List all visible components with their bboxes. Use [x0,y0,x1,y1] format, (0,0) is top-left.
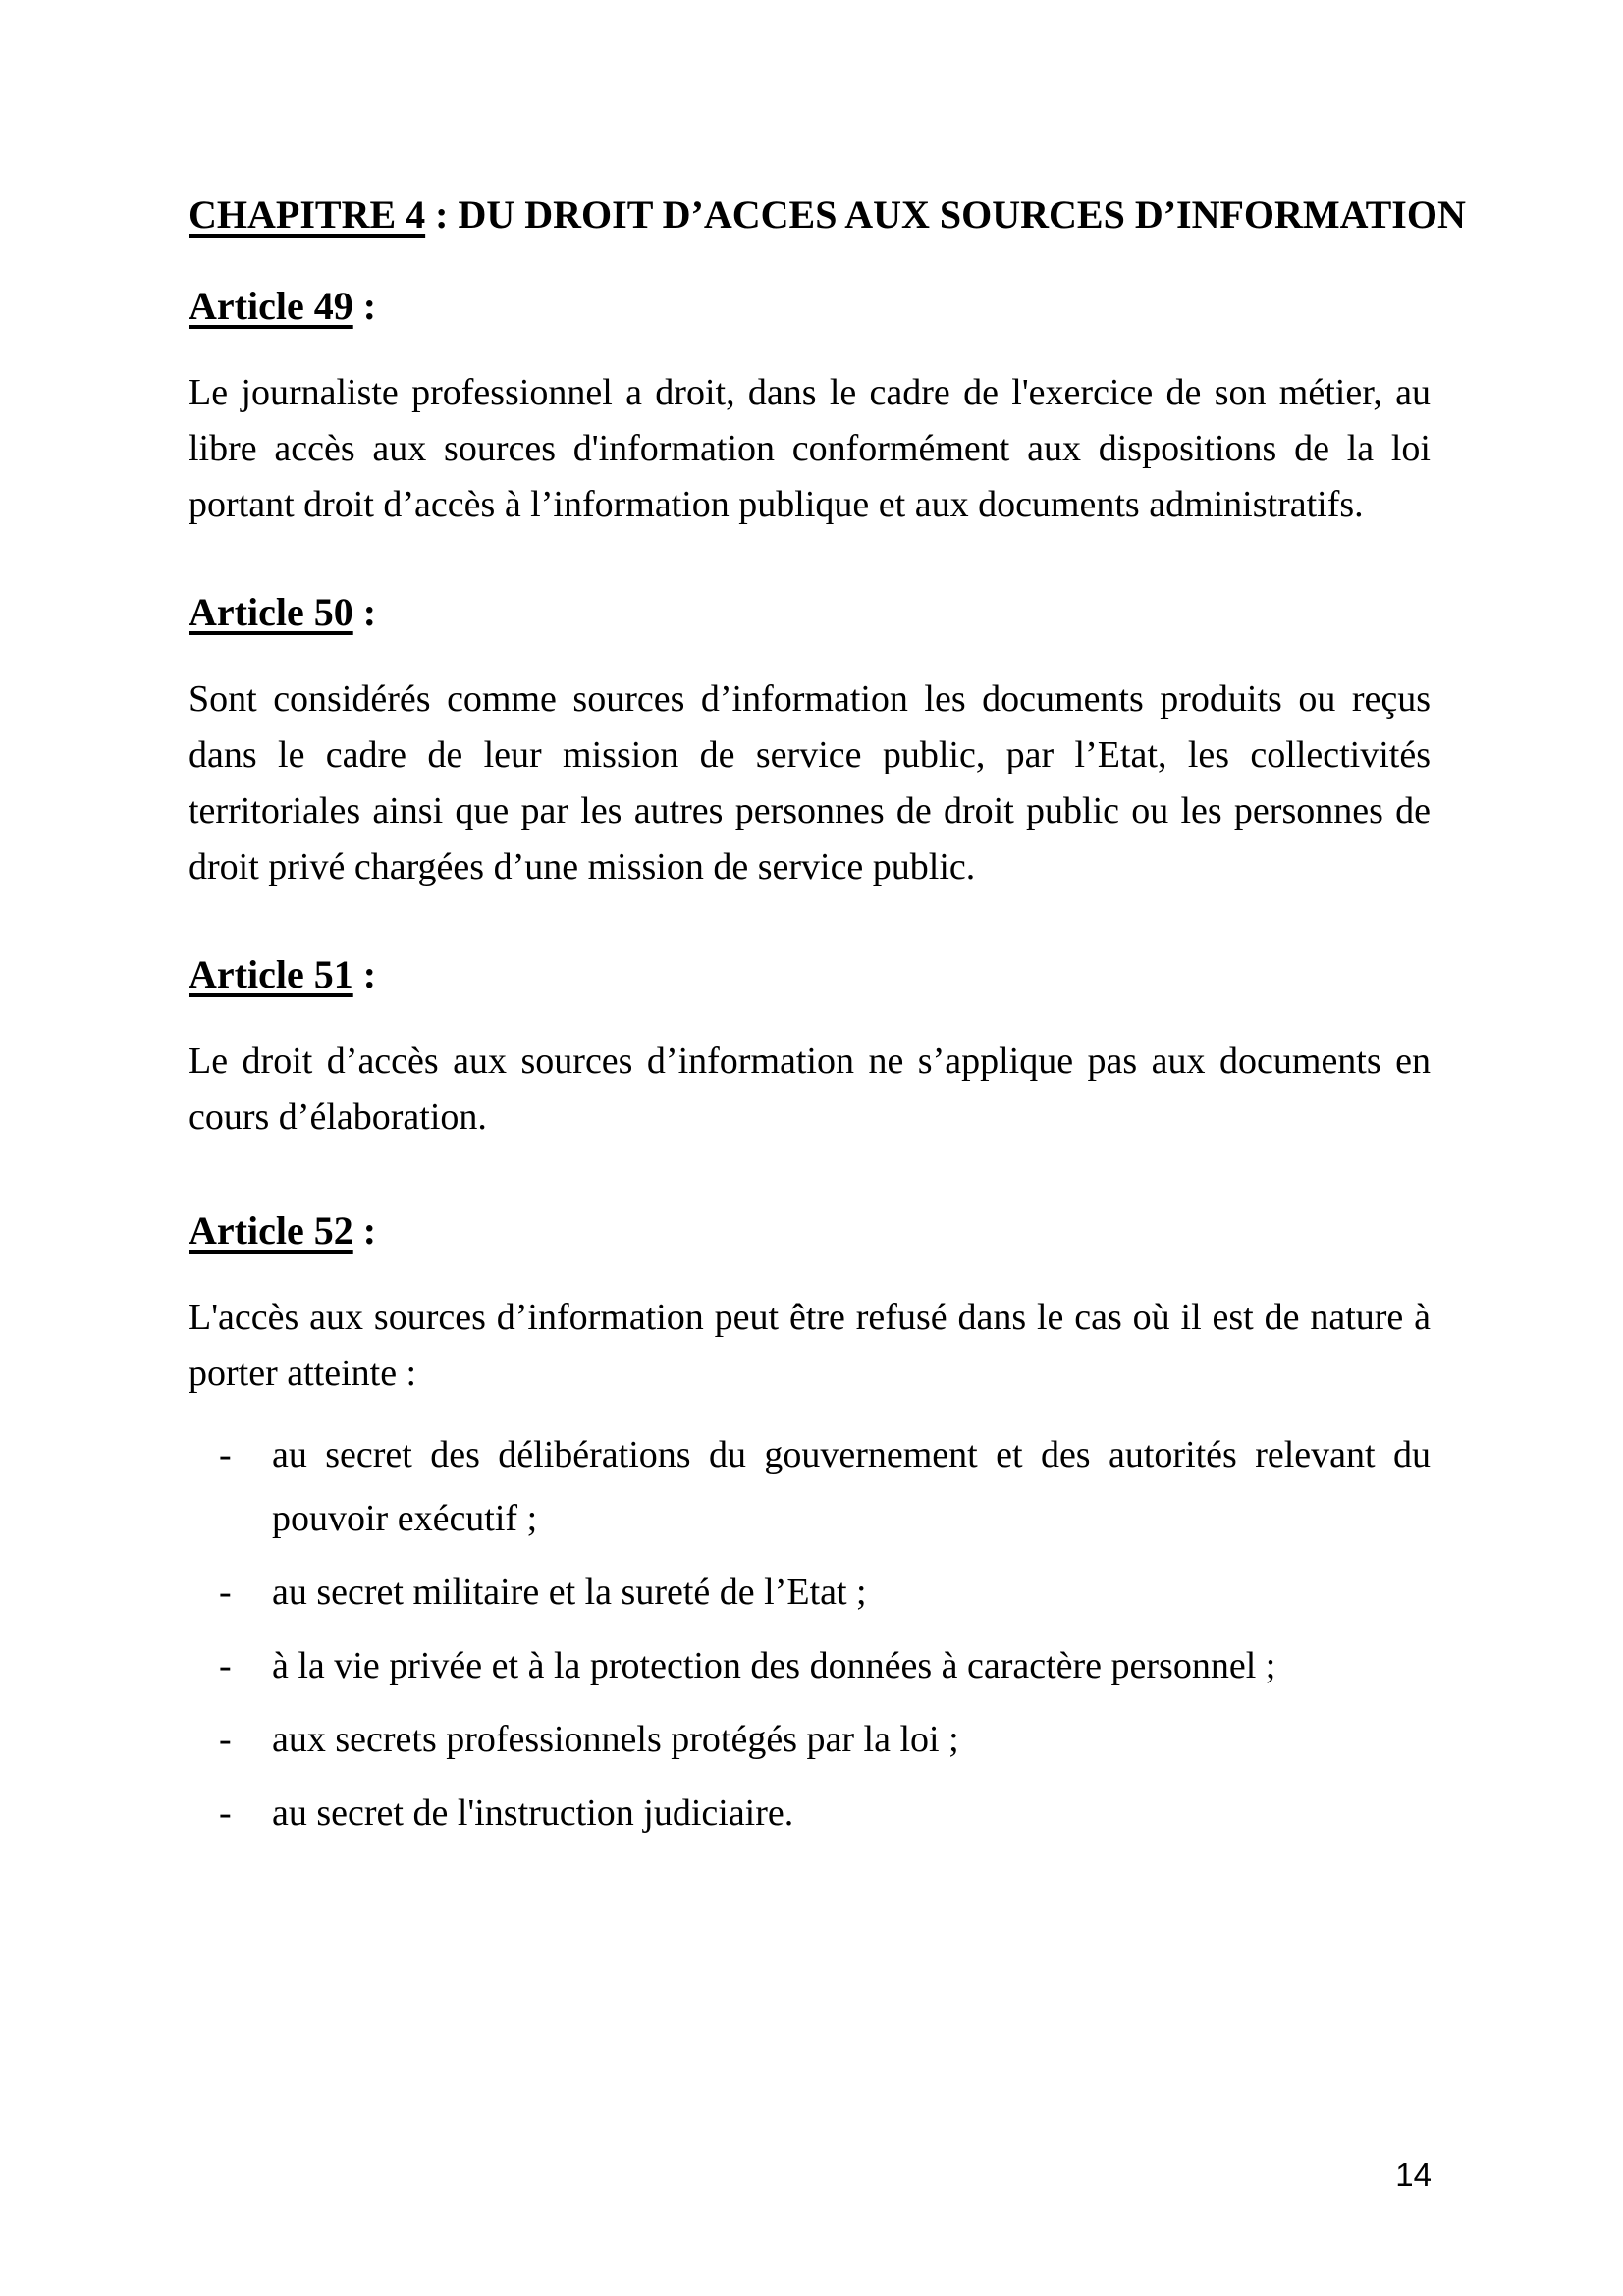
article-51-heading-suffix: : [352,952,377,996]
article-51-heading [189,946,1431,1002]
list-dash: - [219,1719,232,1760]
list-dash: - [219,1572,232,1613]
document-content [189,187,1466,1855]
page-number: 14 [1395,2157,1432,2193]
list-item [189,1561,1431,1625]
article-51-body: Le droit d’accès aux sources d’information ne s’applique pas aux documents en cours d’élaboration. [189,1041,1431,1138]
list-dash: - [219,1645,232,1686]
article-49-heading-underlined: Article 49 [189,284,353,328]
article-52-heading-underlined: Article 52 [189,1208,353,1253]
article-49-body: Le journaliste professionnel a droit, dans le cadre de l'exercice de son métier, au libre accès aux sources d'information conformément aux dispositions de la loi portant droit d’accès à l’information publique et aux documents administratifs. [189,372,1431,525]
article-52-heading [189,1202,1431,1258]
article-50-body: Sont considérés comme sources d’information les documents produits ou reçus dans le cadre de leur mission de service public, par l’Etat, les collectivités territoriales ainsi que par les autres personnes de droit public ou les personnes de droit privé chargées d’une mission de service public. [189,678,1431,887]
article-50-heading-underlined: Article 50 [189,590,353,634]
list-dash: - [219,1792,232,1834]
chapter-title-underlined: CHAPITRE 4 [189,192,426,237]
list-item-text: au secret des délibérations du gouvernement et des autorités relevant du pouvoir exécutif ; [272,1434,1431,1539]
article-51-heading-underlined: Article 51 [189,952,353,996]
article-50-heading-suffix: : [352,590,377,634]
list-item [189,1782,1431,1845]
list-dash: - [219,1434,232,1475]
chapter-title [189,187,1466,242]
article-52-body: L'accès aux sources d’information peut être refusé dans le cas où il est de nature à porter atteinte : [189,1297,1431,1394]
list-item [189,1634,1431,1698]
list-item-text: aux secrets professionnels protégés par la loi ; [272,1719,959,1760]
article-52-exceptions-list [189,1423,1431,1845]
list-item-text: à la vie privée et à la protection des données à caractère personnel ; [272,1645,1276,1686]
list-item-text: au secret militaire et la sureté de l’Etat ; [272,1572,867,1613]
chapter-title-rest: : DU DROIT D’ACCES AUX SOURCES D’INFORMATION [425,192,1466,237]
list-item [189,1708,1431,1772]
list-item [189,1423,1431,1551]
list-item-text: au secret de l'instruction judiciaire. [272,1792,794,1834]
article-49-heading-suffix: : [352,284,377,328]
article-50-heading [189,584,1431,640]
article-49-heading [189,278,1431,334]
article-52-heading-suffix: : [352,1208,377,1253]
